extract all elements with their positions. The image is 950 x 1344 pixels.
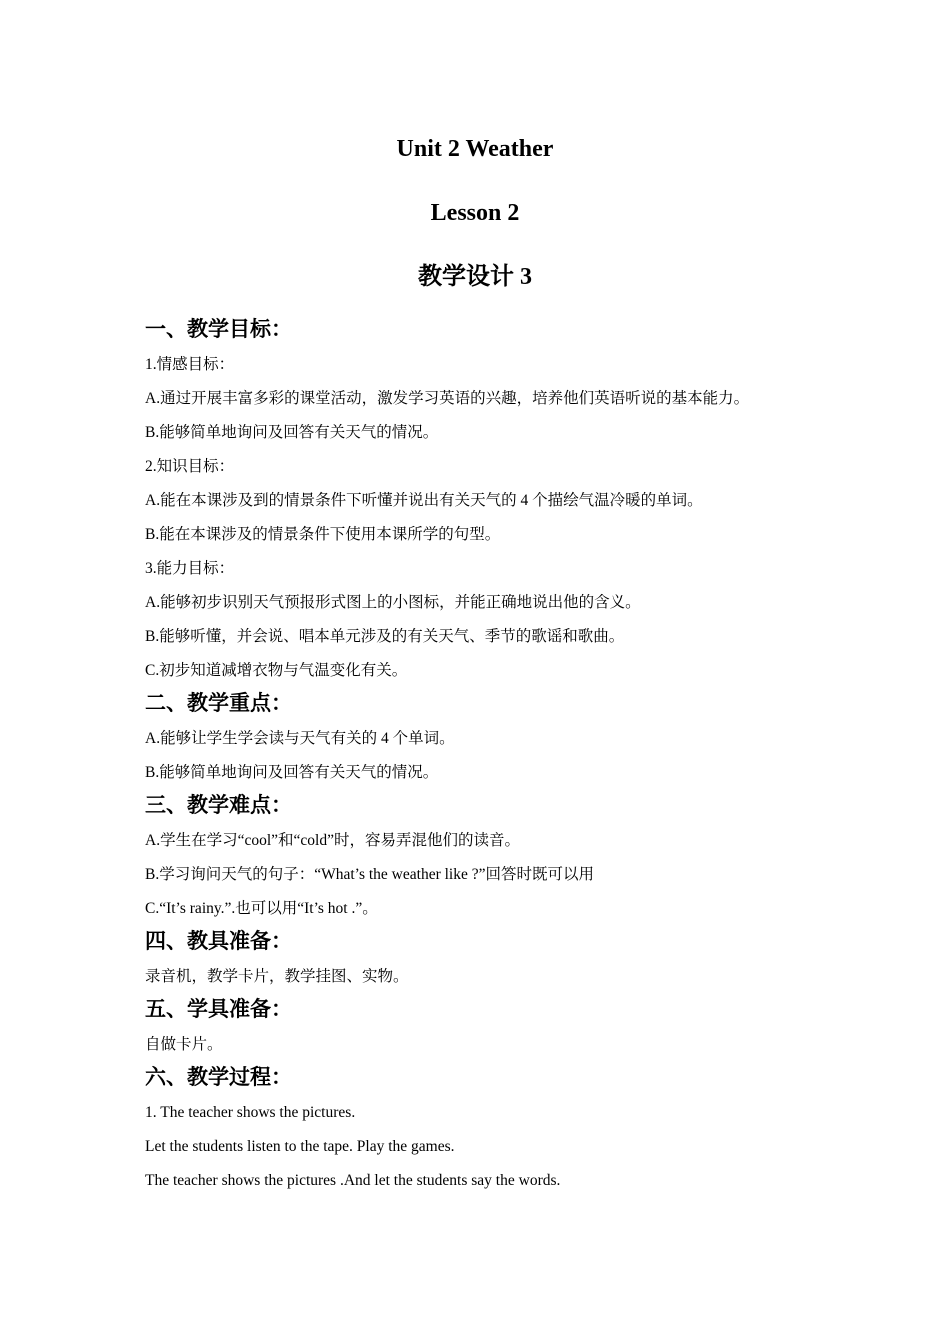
paragraph: A.通过开展丰富多彩的课堂活动，激发学习英语的兴趣，培养他们英语听说的基本能力。 xyxy=(145,390,750,407)
paragraph: 录音机，教学卡片，教学挂图、实物。 xyxy=(145,968,409,985)
paragraph: Let the students listen to the tape. Play the games. xyxy=(145,1138,455,1155)
paragraph: B.学习询问天气的句子：“What’s the weather like ?”回答时既可以用 xyxy=(145,866,594,883)
section-heading-difficulties: 三、教学难点： xyxy=(145,793,292,817)
design-title: 教学设计 3 xyxy=(418,264,532,290)
paragraph: A.学生在学习“cool”和“cold”时，容易弄混他们的读音。 xyxy=(145,832,520,849)
paragraph: A.能在本课涉及到的情景条件下听懂并说出有关天气的 4 个描绘气温冷暖的单词。 xyxy=(145,492,703,509)
paragraph: B.能够简单地询问及回答有关天气的情况。 xyxy=(145,764,439,781)
paragraph: A.能够让学生学会读与天气有关的 4 个单词。 xyxy=(145,730,455,747)
paragraph: B.能够听懂，并会说、唱本单元涉及的有关天气、季节的歌谣和歌曲。 xyxy=(145,628,625,645)
document-body xyxy=(145,314,835,1198)
section-heading-teaching-aids: 四、教具准备： xyxy=(145,929,292,953)
section-heading-key-points: 二、教学重点： xyxy=(145,691,292,715)
lesson-title: Lesson 2 xyxy=(430,200,520,226)
unit-title: Unit 2 Weather xyxy=(396,136,554,162)
paragraph: 1.情感目标： xyxy=(145,356,235,373)
paragraph: B.能够简单地询问及回答有关天气的情况。 xyxy=(145,424,439,441)
section-heading-procedure: 六、教学过程： xyxy=(145,1065,292,1089)
section-heading-objectives: 一、教学目标： xyxy=(145,317,292,341)
paragraph: C.“It’s rainy.”.也可以用“It’s hot .”。 xyxy=(145,900,378,917)
paragraph: A.能够初步识别天气预报形式图上的小图标，并能正确地说出他的含义。 xyxy=(145,594,641,611)
paragraph: 1. The teacher shows the pictures. xyxy=(145,1104,356,1121)
section-heading-student-materials: 五、学具准备： xyxy=(145,997,292,1021)
paragraph: C.初步知道减增衣物与气温变化有关。 xyxy=(145,662,408,679)
paragraph: 3.能力目标： xyxy=(145,560,235,577)
paragraph: 2.知识目标： xyxy=(145,458,235,475)
paragraph: B.能在本课涉及的情景条件下使用本课所学的句型。 xyxy=(145,526,501,543)
paragraph: 自做卡片。 xyxy=(145,1036,223,1053)
paragraph: The teacher shows the pictures .And let the students say the words. xyxy=(145,1172,561,1189)
